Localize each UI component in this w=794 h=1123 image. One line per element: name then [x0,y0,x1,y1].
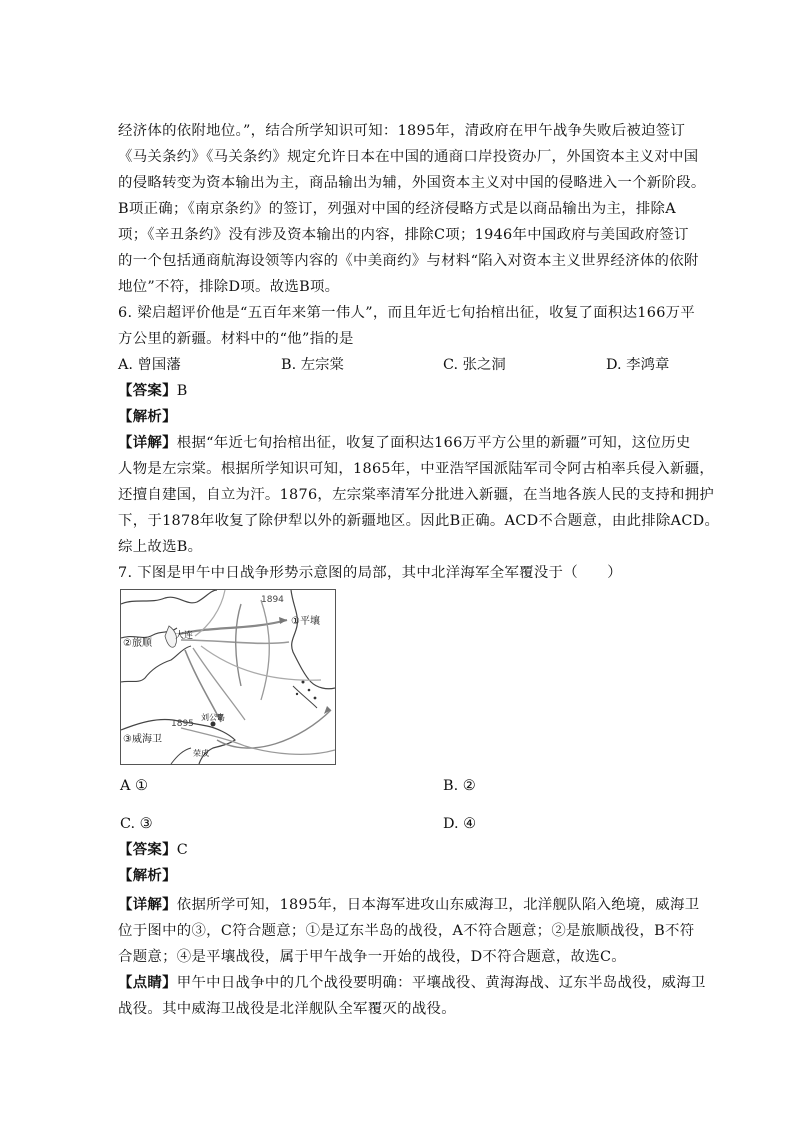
text-line: 战役。其中威海卫战役是北洋舰队全军覆灭的战役。 [118,1001,456,1017]
map-label-rongcheng: 荣成 [193,749,209,758]
text-line: 地位”不符，排除D项。故选B项。 [118,279,340,295]
q7-option-c: C. ③ [120,816,153,832]
q6-option-d: D. 李鸿章 [606,357,670,373]
text-line: 还擅自建国，自立为汗。1876，左宗棠率清军分批进入新疆，在当地各族人民的支持和拥护 [118,487,715,503]
map-label-dalian: 大连 [175,631,194,641]
sino-japanese-war-map [120,589,336,765]
tip-label: 【点睛】 [118,974,177,991]
q7-option-b: B. ② [443,778,476,794]
text-line: 下，于1878年收复了除伊犁以外的新疆地区。因此B正确。ACD不合题意，由此排除ACD。 [118,513,720,529]
q7-tip [118,973,706,993]
question-6-stem: 6. 梁启超评价他是“五百年来第一伟人”，而且年近七旬抬棺出征，收复了面积达166万平 [118,305,696,321]
map-label-2: ②旅顺 [123,638,152,649]
answer-value: C [176,842,189,858]
question-7-stem: 7. 下图是甲午中日战争形势示意图的局部，其中北洋海军全军覆没于（ ） [118,565,622,581]
detail-text: 根据“年近七旬抬棺出征，收复了面积达166万平方公里的新疆”可知，这位历史 [176,435,691,451]
tip-text: 甲午中日战争中的几个战役要明确：平壤战役、黄海海战、辽东半岛战役，威海卫 [176,975,706,991]
q6-answer [118,381,678,401]
q6-analysis-label: 【解析】 [118,408,177,425]
map-label-1: ①平壤 [291,616,320,627]
q7-detail [118,895,700,915]
text-line: 位于图中的③，C符合题意；①是辽东半岛的战役，A不符合题意；②是旅顺战役，B不符 [118,923,695,939]
q6-option-c: C. 张之洞 [443,357,506,373]
text-line: 经济体的依附地位。”，结合所学知识可知：1895年，清政府在甲午战争失败后被迫签订 [118,123,686,139]
text-line: 的侵略转变为资本输出为主，商品输出为辅，外国资本主义对中国的侵略进入一个新阶段。 [118,175,706,191]
text-line: 项；《辛丑条约》没有涉及资本输出的内容，排除C项；1946年中国政府与美国政府签订 [118,227,689,243]
map-label-3: ③威海卫 [123,734,162,745]
text-line: 综上故选B。 [118,539,203,555]
map-label-1894: 1894 [261,595,284,605]
detail-label: 【详解】 [118,896,177,913]
q6-detail [118,433,691,453]
q7-option-d: D. ④ [443,816,477,832]
question-6-stem: 方公里的新疆。材料中的“他”指的是 [118,331,354,347]
q7-analysis-label: 【解析】 [118,867,177,884]
q6-option-a: A. 曾国藩 [118,357,181,373]
text-line: 合题意；④是平壤战役，属于甲午战争一开始的战役，D不符合题意，故选C。 [118,949,626,965]
text-line: 《马关条约》《马关条约》规定允许日本在中国的通商口岸投资办厂，外国资本主义对中国 [118,149,699,165]
map-label-1895: 1895 [171,719,194,729]
q7-answer [118,840,678,860]
map-label-liugong: 刘公岛 [201,713,225,722]
answer-label: 【答案】 [118,841,177,858]
text-line: B项正确；《南京条约》的签订，列强对中国的经济侵略方式是以商品输出为主，排除A [118,201,676,217]
q7-option-a: A ① [120,778,148,794]
q6-option-b: B. 左宗棠 [281,357,344,373]
answer-value: B [176,383,188,399]
text-line: 的一个包括通商航海设领等内容的《中美商约》与材料“陷入对资本主义世界经济体的依附 [118,253,699,269]
detail-text: 依据所学可知，1895年，日本海军进攻山东威海卫，北洋舰队陷入绝境，威海卫 [176,897,700,913]
detail-label: 【详解】 [118,434,177,451]
text-line: 人物是左宗棠。根据所学知识可知，1865年，中亚浩罕国派陆军司令阿古柏率兵侵入新疆， [118,461,715,477]
answer-label: 【答案】 [118,382,177,399]
